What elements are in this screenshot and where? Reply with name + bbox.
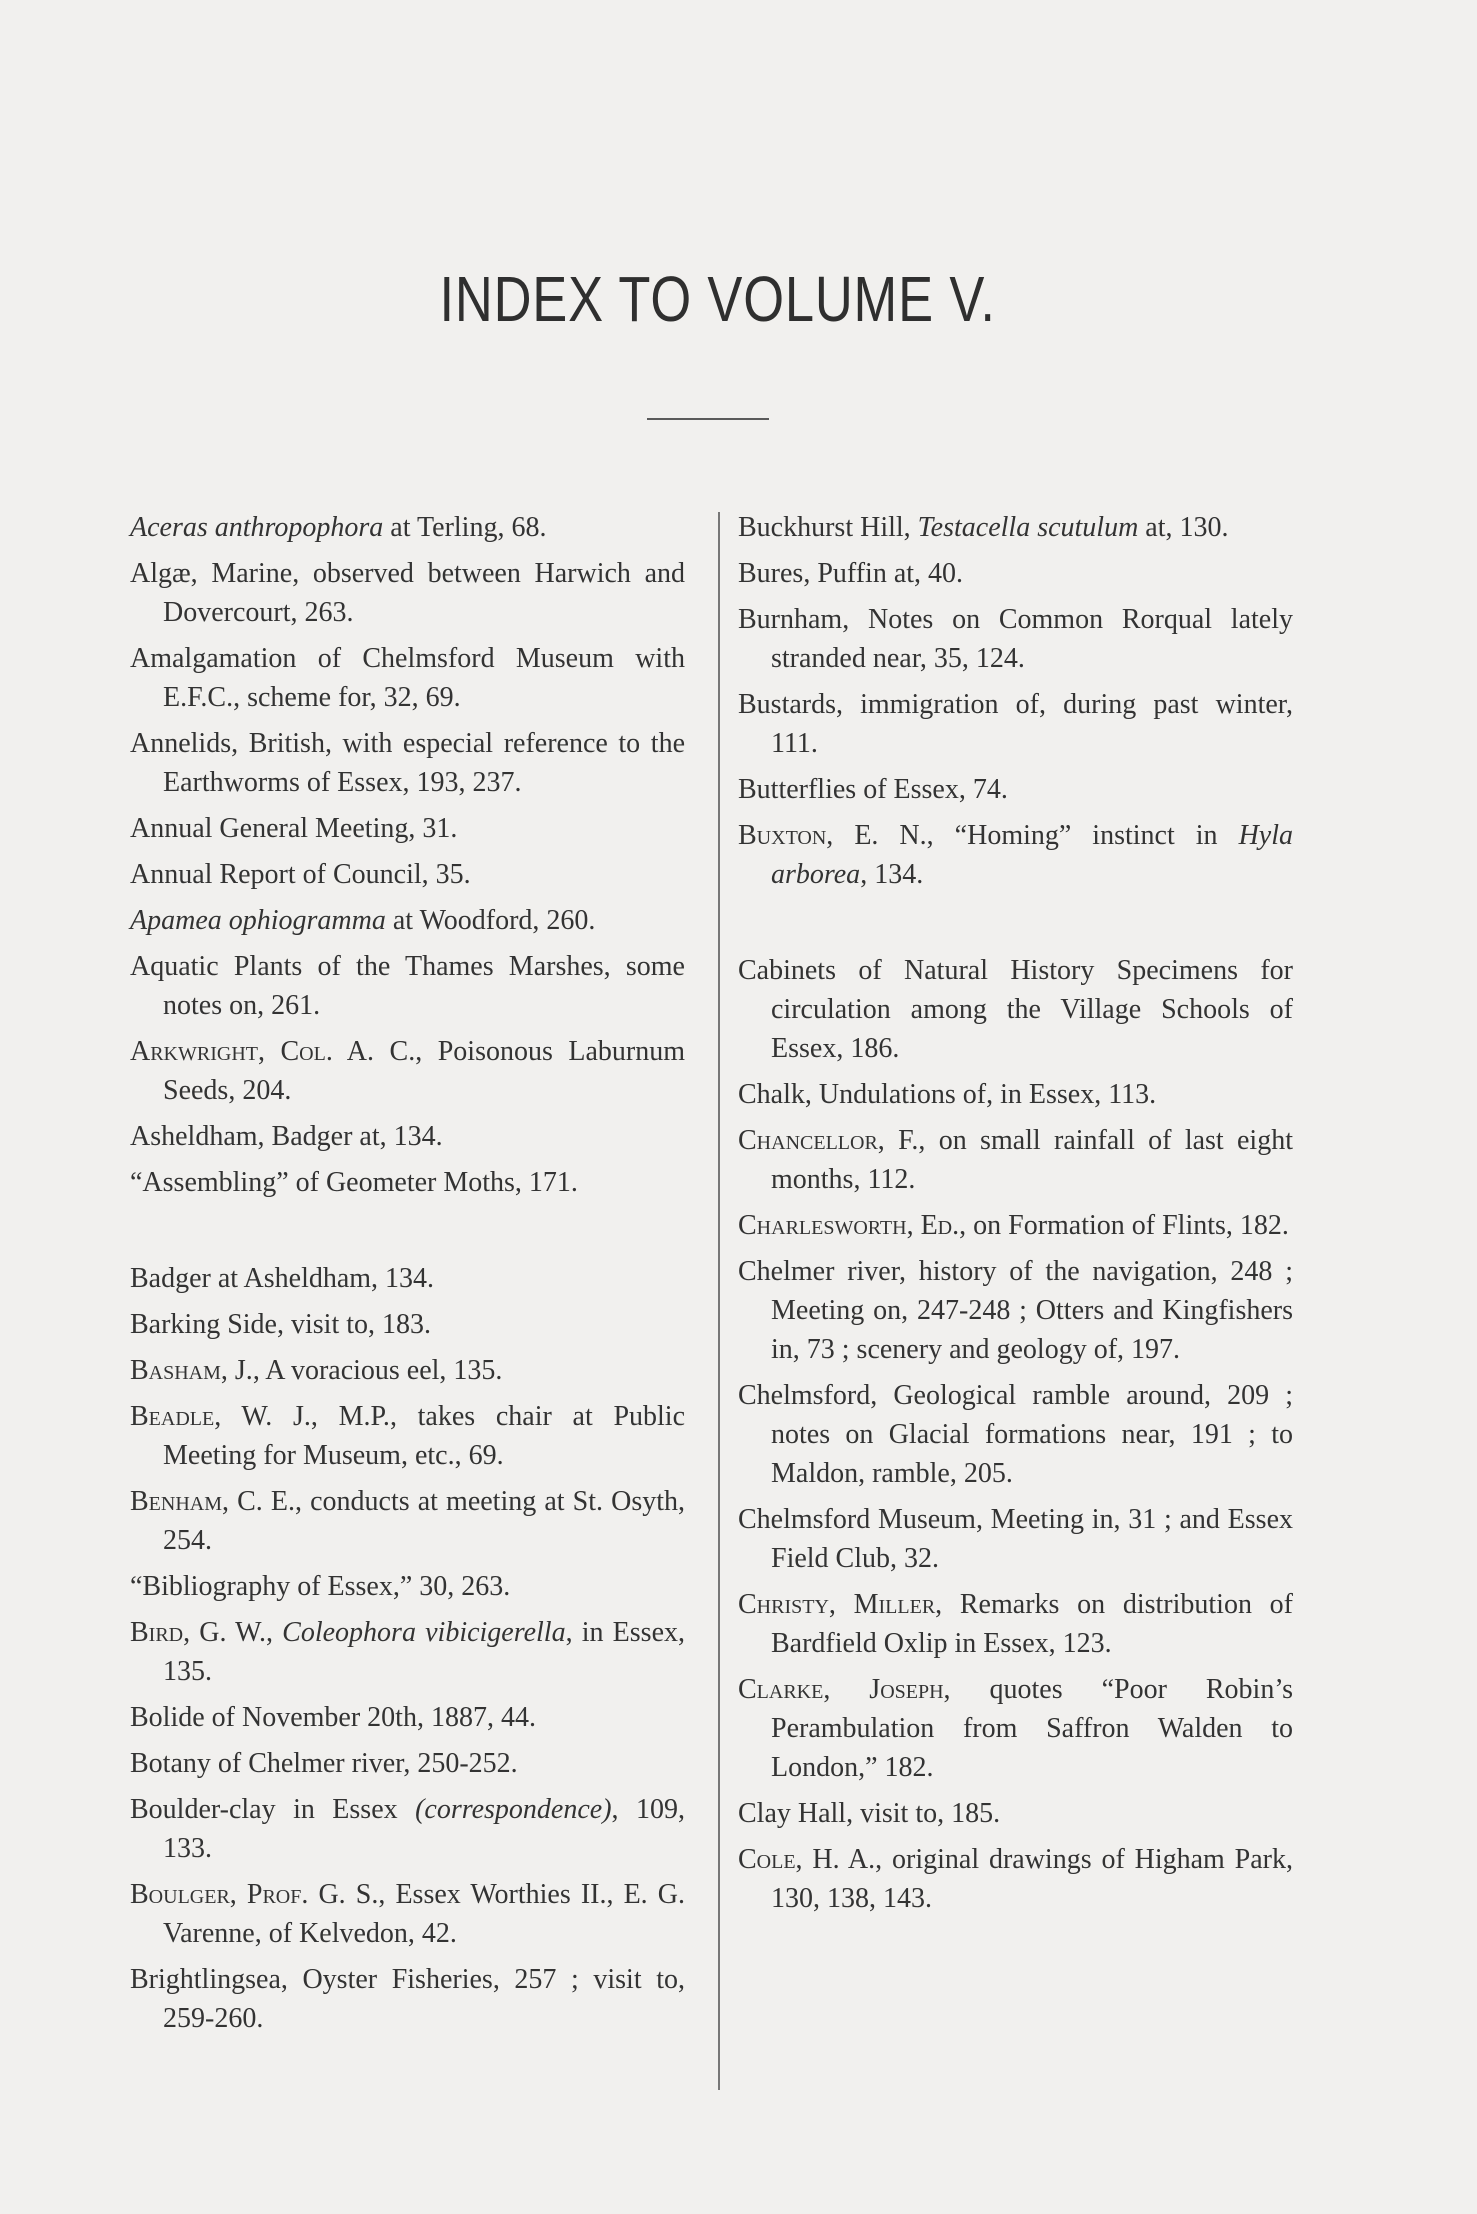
entry-text: Chalk, Undulations of, in Essex, 113. xyxy=(738,1079,1157,1110)
entry-text: Benham, C. E. xyxy=(130,1486,295,1517)
index-entry xyxy=(738,770,1293,809)
entry-text: Coleophora vibicigerella xyxy=(282,1617,566,1648)
entry-text: , original drawings of Higham Park, 130, 138, 143. xyxy=(771,1844,1294,1914)
index-entry xyxy=(130,1698,685,1737)
entry-text: , xyxy=(266,1617,283,1648)
entry-text: Bustards, immigration of, during past winter, 111. xyxy=(738,689,1293,759)
index-entry xyxy=(130,947,685,1025)
index-entry xyxy=(130,1305,685,1344)
index-entry xyxy=(130,1875,685,1953)
entry-text: Annelids, British, with especial reference to the Earthworms of Essex, 193, 237. xyxy=(130,728,685,798)
section-gap xyxy=(738,901,1293,951)
entry-text: , takes chair at Public Meeting for Museum, etc., 69. xyxy=(163,1401,685,1471)
index-entry xyxy=(130,1032,685,1110)
entry-text: , Remarks on distribution of Bardfield Oxlip in Essex, 123. xyxy=(771,1589,1293,1659)
entry-text: Botany of Chelmer river, 250-252. xyxy=(130,1748,518,1779)
entry-text: Badger at Asheldham, 134. xyxy=(130,1263,435,1294)
entry-text: Annual General Meeting, 31. xyxy=(130,813,458,844)
index-entry xyxy=(130,1482,685,1560)
entry-text: Clay Hall, visit to, 185. xyxy=(738,1798,1001,1829)
entry-text: , conducts at meeting at St. Osyth, 254. xyxy=(163,1486,685,1556)
index-entry xyxy=(130,1744,685,1783)
index-entry xyxy=(738,1075,1293,1114)
index-entry xyxy=(130,1960,685,2038)
entry-text: Burnham, Notes on Common Rorqual lately stranded near, 35, 124. xyxy=(738,604,1293,674)
entry-text: Buckhurst Hill, xyxy=(738,512,918,543)
entry-text: Butterflies of Essex, 74. xyxy=(738,774,1008,805)
entry-text: Charlesworth, Ed. xyxy=(738,1210,960,1241)
index-entry xyxy=(130,901,685,940)
index-entry xyxy=(738,554,1293,593)
entry-text: , A voracious eel, 135. xyxy=(252,1355,503,1386)
entry-text: Basham, J. xyxy=(130,1355,253,1386)
index-entry xyxy=(738,1500,1293,1578)
entry-text: Boulger, Prof. G. S. xyxy=(130,1879,379,1910)
index-entry xyxy=(130,1163,685,1202)
entry-text: Clarke, Joseph xyxy=(738,1674,944,1705)
index-entry xyxy=(738,1376,1293,1493)
entry-text: Cole, H. A. xyxy=(738,1844,876,1875)
entry-text: “Assembling” of Geometer Moths, 171. xyxy=(130,1167,578,1198)
entry-text: , Essex Worthies II., E. G. Varenne, of Kelvedon, 42. xyxy=(163,1879,685,1949)
index-entry xyxy=(130,639,685,717)
index-entry xyxy=(130,1117,685,1156)
entry-text: , quotes “Poor Robin’s Perambulation from Saffron Walden to London,” 182. xyxy=(771,1674,1293,1783)
entry-text: at Woodford, 260. xyxy=(385,905,596,936)
entry-text: Brightlingsea, Oyster Fisheries, 257 ; visit to, 259-260. xyxy=(130,1964,685,2034)
index-entry xyxy=(130,1567,685,1606)
entry-text: “Bibliography of Essex,” 30, 263. xyxy=(130,1571,511,1602)
column-divider xyxy=(718,512,720,2090)
left-column xyxy=(130,508,685,2045)
index-entry xyxy=(738,685,1293,763)
entry-text: Algæ, Marine, observed between Harwich and Dovercourt, 263. xyxy=(130,558,685,628)
index-entry xyxy=(738,816,1293,894)
entry-text: Asheldham, Badger at, 134. xyxy=(130,1121,443,1152)
entry-text: Barking Side, visit to, 183. xyxy=(130,1309,431,1340)
index-entry xyxy=(738,508,1293,547)
entry-text: (correspondence) xyxy=(415,1794,612,1825)
index-entry xyxy=(130,1259,685,1298)
page-title: INDEX TO VOLUME V. xyxy=(439,263,996,335)
index-entry xyxy=(130,855,685,894)
right-column xyxy=(738,508,1293,1925)
entry-text: , “Homing” instinct in xyxy=(926,820,1239,851)
entry-text: Christy, Miller xyxy=(738,1589,936,1620)
index-entry xyxy=(738,951,1293,1068)
index-entry xyxy=(130,1613,685,1691)
entry-text: , Poisonous Laburnum Seeds, 204. xyxy=(163,1036,686,1106)
entry-text: , 134. xyxy=(860,859,924,890)
entry-text: Bolide of November 20th, 1887, 44. xyxy=(130,1702,536,1733)
entry-text: Cabinets of Natural History Specimens for circulation among the Village Schools of Essex, 186. xyxy=(738,955,1293,1064)
entry-text: , on Formation of Flints, 182. xyxy=(959,1210,1289,1241)
entry-text: Bures, Puffin at, 40. xyxy=(738,558,964,589)
entry-text: at, 130. xyxy=(1138,512,1229,543)
index-entry xyxy=(738,1206,1293,1245)
title-rule xyxy=(647,418,769,420)
entry-text: Testacella scutulum xyxy=(917,512,1139,543)
entry-text: Chancellor, F. xyxy=(738,1125,919,1156)
index-entry xyxy=(130,724,685,802)
index-entry xyxy=(738,1840,1293,1918)
index-entry xyxy=(130,508,685,547)
index-entry xyxy=(738,1585,1293,1663)
entry-text: Apamea ophiogramma xyxy=(130,905,386,936)
section-gap xyxy=(130,1209,685,1259)
entry-text: , on small rainfall of last eight months, 112. xyxy=(771,1125,1293,1195)
index-entry xyxy=(130,1397,685,1475)
entry-text: , 109, 133. xyxy=(163,1794,685,1864)
entry-text: Buxton, E. N. xyxy=(738,820,927,851)
index-entry xyxy=(738,1670,1293,1787)
entry-text: , in Essex, 135. xyxy=(163,1617,685,1687)
index-entry xyxy=(130,1351,685,1390)
index-entry xyxy=(738,1794,1293,1833)
entry-text: Chelmsford, Geological ramble around, 209 ; notes on Glacial formations near, 191 ; to Maldon, ramble, 205. xyxy=(738,1380,1293,1489)
entry-text: Chelmsford Museum, Meeting in, 31 ; and Essex Field Club, 32. xyxy=(738,1504,1293,1574)
entry-text: Annual Report of Council, 35. xyxy=(130,859,471,890)
index-entry xyxy=(738,600,1293,678)
index-entry xyxy=(738,1252,1293,1369)
entry-text: Arkwright, Col. A. C. xyxy=(130,1036,416,1067)
index-entry xyxy=(738,1121,1293,1199)
entry-text: Amalgamation of Chelmsford Museum with E.F.C., scheme for, 32, 69. xyxy=(130,643,685,713)
entry-text: Hyla arborea xyxy=(771,820,1293,890)
index-entry xyxy=(130,1790,685,1868)
entry-text: Beadle, W. J., M.P. xyxy=(130,1401,390,1432)
entry-text: Aceras anthropophora xyxy=(130,512,384,543)
index-entry xyxy=(130,554,685,632)
entry-text: Chelmer river, history of the navigation, 248 ; Meeting on, 247-248 ; Otters and Kingfishers in, 73 ; scenery and geology of, 197. xyxy=(738,1256,1293,1365)
entry-text: Boulder-clay in Essex xyxy=(130,1794,416,1825)
entry-text: Aquatic Plants of the Thames Marshes, some notes on, 261. xyxy=(130,951,685,1021)
entry-text: at Terling, 68. xyxy=(383,512,547,543)
index-entry xyxy=(130,809,685,848)
entry-text: Bird, G. W. xyxy=(130,1617,267,1648)
